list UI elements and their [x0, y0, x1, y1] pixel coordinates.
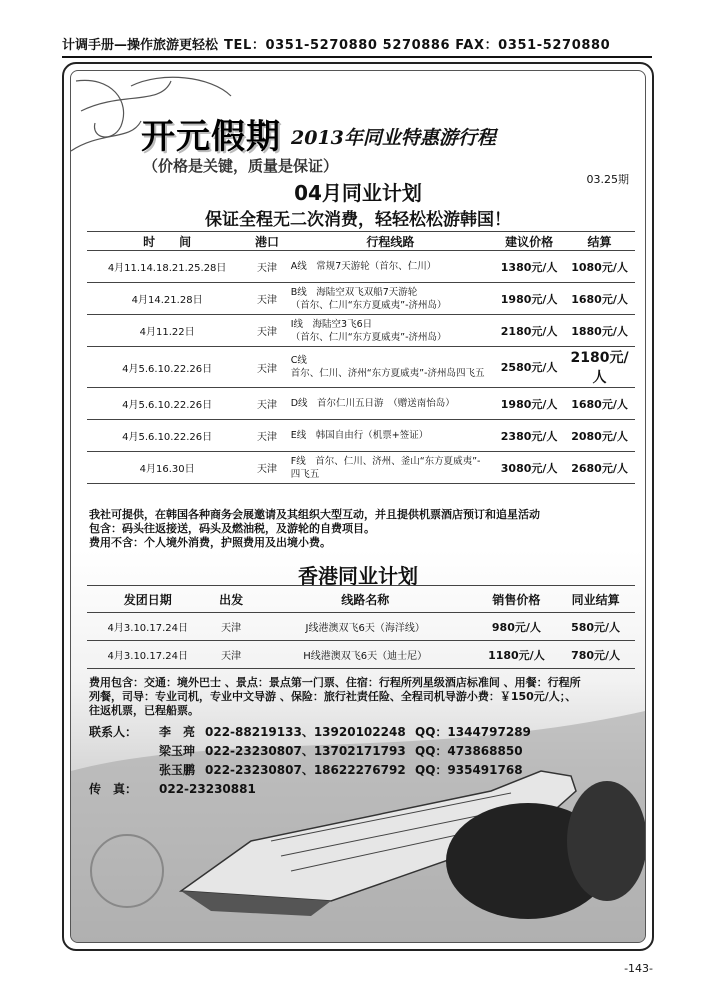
col-header-port: 港口 — [247, 232, 286, 251]
header-contacts: TEL：0351-5270880 5270886 FAX：0351-5270880 — [224, 38, 611, 53]
korea-title: 04月同业计划 — [294, 181, 422, 205]
hongkong-note: 费用包含：交通：境外巴士 、景点：景点第一门票、住宿：行程所列星级酒店标准间 、用餐：行程所 — [89, 676, 581, 689]
settle-cell: 1680元/人 — [564, 388, 635, 420]
settle-cell: 780元/人 — [556, 641, 635, 669]
route-cell: C线 首尔、仁川、济州“东方夏威夷”-济州岛四飞五 — [287, 347, 494, 388]
korea-table — [87, 231, 635, 484]
col-header-sale-price: 销售价格 — [477, 586, 557, 613]
col-header-depart: 出发 — [209, 586, 254, 613]
price-cell: 2380元/人 — [494, 420, 564, 452]
route-cell: H线港澳双飞6天（迪士尼） — [254, 641, 477, 669]
hongkong-table-row — [87, 641, 635, 669]
tower-photo — [567, 781, 645, 901]
port-cell: 天津 — [247, 315, 286, 347]
port-cell: 天津 — [247, 452, 286, 484]
korea-table-header — [87, 232, 635, 251]
col-header-route: 行程线路 — [287, 232, 494, 251]
route-cell: I线 海陆空3飞6日 （首尔、仁川“东方夏威夷”-济州岛） — [287, 315, 494, 347]
date-cell: 4月5.6.10.22.26日 — [87, 388, 247, 420]
top-header-bar — [62, 34, 652, 58]
flyer-body — [70, 70, 646, 943]
hongkong-notes — [89, 676, 581, 718]
flyer-frame — [62, 62, 654, 951]
korea-note: 包含：码头往返接送，码头及燃油税，及游轮的自费项目。 — [89, 522, 375, 535]
hongkong-title: 香港同业计划 — [298, 564, 418, 588]
date-cell: 4月11.22日 — [87, 315, 247, 347]
contact-name: 李 亮 — [159, 725, 196, 739]
route-cell: D线 首尔仁川五日游 （赠送南怡岛） — [287, 388, 494, 420]
korea-headline: 保证全程无二次消费，轻轻松松游韩国！ — [205, 210, 511, 230]
hongkong-note: 列餐，司导：专业司机，专业中文导游 、保险：旅行社责任险、全程司机导游小费：￥150元/人；、 — [89, 690, 577, 703]
hongkong-note: 往返机票，已程船票。 — [89, 704, 199, 717]
korea-table-row — [87, 388, 635, 420]
fax-number: 022-23230881 — [159, 782, 256, 796]
date-cell: 4月14.21.28日 — [87, 283, 247, 315]
swirl-ornament-1 — [76, 80, 124, 137]
settle-cell: 2180元/人 — [564, 347, 635, 388]
contact-label: 联系人： — [89, 725, 138, 739]
settle-cell: 1080元/人 — [564, 251, 635, 283]
contact-qq: QQ：473868850 — [415, 744, 523, 758]
col-header-time: 时 间 — [87, 232, 247, 251]
contact-qq: QQ：1344797289 — [415, 725, 531, 739]
date-cell: 4月5.6.10.22.26日 — [87, 420, 247, 452]
swirl-ornament-4 — [131, 77, 231, 96]
settle-cell: 2680元/人 — [564, 452, 635, 484]
contact-phones: 022-88219133、13920102248 — [205, 725, 406, 739]
hongkong-table — [87, 585, 635, 669]
korea-table-row — [87, 420, 635, 452]
port-cell: 天津 — [247, 388, 286, 420]
settle-cell: 2080元/人 — [564, 420, 635, 452]
contact-name: 梁玉珅 — [159, 744, 196, 758]
contact-phones: 022-23230807、13702171793 — [205, 744, 406, 758]
price-cell: 1980元/人 — [494, 388, 564, 420]
swirl-ornament-3 — [71, 121, 141, 151]
korea-table-row — [87, 347, 635, 388]
port-cell: 天津 — [247, 251, 286, 283]
route-cell: F线 首尔、仁川、济州、釜山“东方夏威夷”- 四飞五 — [287, 452, 494, 484]
korea-table-row — [87, 251, 635, 283]
brand-subtitle: 2013年同业特惠游行程 — [291, 127, 496, 149]
port-cell: 天津 — [209, 613, 254, 641]
settle-cell: 1880元/人 — [564, 315, 635, 347]
route-cell: B线 海陆空双飞双船7天游轮 （首尔、仁川“东方夏威夷”-济州岛） — [287, 283, 494, 315]
korea-note: 我社可提供，在韩国各种商务会展邀请及其组织大型互动，并且提供机票酒店预订和追星活动 — [89, 508, 540, 521]
hongkong-table-header — [87, 586, 635, 613]
port-cell: 天津 — [209, 641, 254, 669]
price-cell: 1380元/人 — [494, 251, 564, 283]
contact-row — [89, 761, 531, 780]
fax-row — [89, 780, 531, 799]
col-header-date: 发团日期 — [87, 586, 209, 613]
date-cell: 4月3.10.17.24日 — [87, 613, 209, 641]
date-cell: 4月11.14.18.21.25.28日 — [87, 251, 247, 283]
price-cell: 2580元/人 — [494, 347, 564, 388]
contact-block — [89, 723, 531, 799]
price-cell: 2180元/人 — [494, 315, 564, 347]
price-cell: 980元/人 — [477, 613, 557, 641]
korea-table-row — [87, 283, 635, 315]
price-cell: 1180元/人 — [477, 641, 557, 669]
korea-note: 费用不含：个人境外消费，护照费用及出境小费。 — [89, 536, 331, 549]
contact-qq: QQ：935491768 — [415, 763, 523, 777]
port-cell: 天津 — [247, 347, 286, 388]
swirl-ornament-2 — [81, 81, 171, 111]
port-cell: 天津 — [247, 420, 286, 452]
korea-notes — [89, 508, 540, 550]
col-header-price: 建议价格 — [494, 232, 564, 251]
header-slogan: 计调手册—操作旅游更轻松 — [62, 38, 219, 53]
date-cell: 4月3.10.17.24日 — [87, 641, 209, 669]
brand-tagline: （价格是关键，质量是保证） — [143, 157, 339, 175]
korea-table-row — [87, 452, 635, 484]
contact-row — [89, 742, 531, 761]
settle-cell: 1680元/人 — [564, 283, 635, 315]
price-cell: 3080元/人 — [494, 452, 564, 484]
date-cell: 4月5.6.10.22.26日 — [87, 347, 247, 388]
korea-table-row — [87, 315, 635, 347]
contact-row — [89, 723, 531, 742]
route-cell: E线 韩国自由行（机票+签证） — [287, 420, 494, 452]
route-cell: A线 常规7天游轮（首尔、仁川） — [287, 251, 494, 283]
issue-number: 03.25期 — [586, 173, 629, 186]
date-cell: 4月16.30日 — [87, 452, 247, 484]
price-cell: 1980元/人 — [494, 283, 564, 315]
hongkong-table-row — [87, 613, 635, 641]
col-header-route-name: 线路名称 — [254, 586, 477, 613]
settle-cell: 580元/人 — [556, 613, 635, 641]
page-number: -143- — [624, 962, 653, 975]
contact-phones: 022-23230807、18622276792 — [205, 763, 406, 777]
col-header-trade-settle: 同业结算 — [556, 586, 635, 613]
col-header-settle: 结算 — [564, 232, 635, 251]
route-cell: J线港澳双飞6天（海洋线） — [254, 613, 477, 641]
fax-label: 传 真： — [89, 782, 138, 796]
port-cell: 天津 — [247, 283, 286, 315]
brand-title: 开元假期 — [141, 117, 281, 157]
contact-name: 张玉鹏 — [159, 763, 196, 777]
